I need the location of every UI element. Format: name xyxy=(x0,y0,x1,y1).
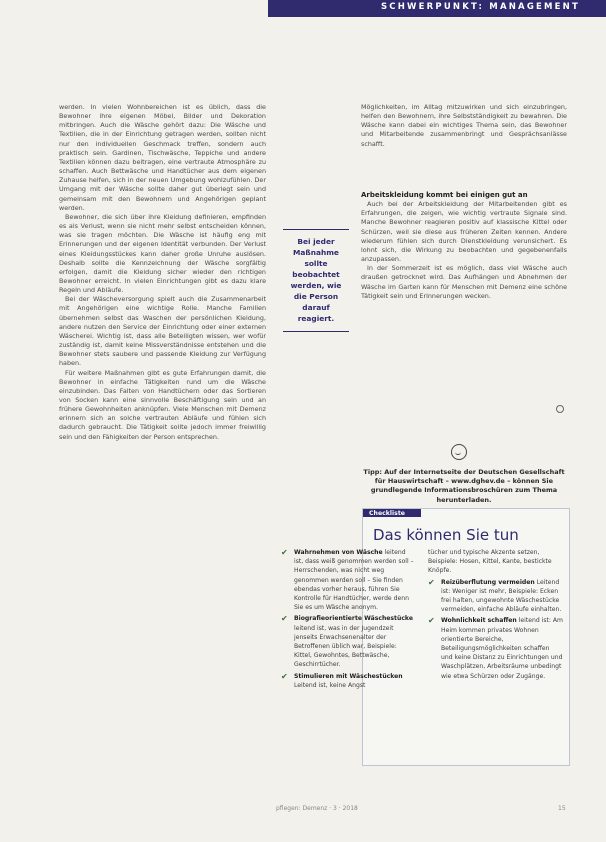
right-paragraph-2: In der Sommerzeit ist es möglich, dass viel Wäsche auch draußen getrocknet wird. Das Aufhängen und Abnehmen der Wäsche im Garten kann für Menschen mit Demenz eine schöne Tätigkeit sein und Erinnerungen wecken. xyxy=(361,264,567,300)
checkmark-icon: ✔ xyxy=(428,577,435,587)
checklist-item-text: tücher und typische Akzente setzen, Beispiele: Hosen, Kittel, Kante, bestickte Knöpfe. xyxy=(428,549,552,575)
right-column-middle xyxy=(361,191,567,301)
checklist-item xyxy=(281,548,415,612)
checkmark-icon: ✔ xyxy=(281,614,288,624)
checklist-item xyxy=(281,672,415,690)
right-column-top xyxy=(361,103,567,149)
pull-quote-text: Bei jeder Maßnahme sollte beobachtet werden, wie die Person darauf reagiert. xyxy=(290,237,342,323)
checklist-item-title: Stimulieren mit Wäschestücken xyxy=(294,672,403,680)
end-mark-icon xyxy=(556,405,564,413)
checklist-item-title: Wahrnehmen von Wäsche xyxy=(294,549,383,556)
checklist-item-text: Leitend ist, keine Angst xyxy=(294,681,366,689)
checklist-label-band xyxy=(363,509,421,517)
left-paragraph-1: werden. In vielen Wohnbereichen ist es üblich, dass die Bewohner ihre eigenen Möbel, Bilder und Dekoration mitbringen. Auch die Wäsche gehört dazu: Die Wäsche und Textilien, die in der Einrichtung getragen werden, sollten nicht nur den individuellen Geschmack treffen, sondern auch praktisch sein. Gardinen, Tischwäsche, Teppiche und andere Textilien können dazu beitragen, eine vertraute Atmosphäre zu schaffen. Auch Bettwäsche und Handtücher aus dem eigenen Zuhause helfen, sich in der neuen Umgebung wohlzufühlen. Der Umgang mit der Wäsche sollte daher gut überlegt sein und gemeinsam mit den Bewohnern und Angehörigen geplant werden. xyxy=(59,103,266,212)
left-paragraph-3: Bei der Wäscheversorgung spielt auch die Zusammenarbeit mit Angehörigen eine wichtige Rolle. Manche Familien übernehmen selbst das Waschen der persönlichen Kleidung, andere nutzen den Service der Einrichtung oder einer externen Wäscherei. Wichtig ist, dass alle Beteiligten wissen, wer wofür zuständig ist, damit keine Missverständnisse entstehen und die Bewohner stets saubere und passende Kleidung zur Verfügung haben. xyxy=(59,295,266,368)
checkmark-icon: ✔ xyxy=(281,671,288,681)
page-number: 15 xyxy=(558,805,566,812)
checklist-item-text: leitend ist: Am Heim kommen privates Wohnen orientierte Bereiche, Beteiligungsmöglichkeiten schaffen und keine Distanz zu Einrichtungen und Waschplätzen, Arbeitsräume unbedingt wie etwa Schürzen oder Zugänge. xyxy=(441,617,563,680)
right-paragraph-top: Möglichkeiten, im Alltag mitzuwirken und sich einzubringen, helfen den Bewohnern, ihre Selbstständigkeit zu bewahren. Die Wäsche kann dabei ein wichtiges Thema sein, das Bewohner und Mitarbeitende zusammenbringt und Gesprächsanlässe schafft. xyxy=(361,103,567,148)
smiley-icon xyxy=(451,444,467,460)
checklist-label: Checkliste xyxy=(369,509,406,517)
checklist-item xyxy=(428,616,563,680)
checklist-item xyxy=(281,614,415,669)
checklist-item-title: Reizüberflutung vermeiden xyxy=(441,578,535,586)
section-title: SCHWERPUNKT: MANAGEMENT xyxy=(380,2,580,12)
checkmark-icon: ✔ xyxy=(281,548,288,557)
checklist-left-column xyxy=(281,548,415,692)
checklist-item-title: Biografieorientierte Wäschestücke xyxy=(294,615,413,623)
left-column xyxy=(59,103,266,442)
left-paragraph-2: Bewohner, die sich über ihre Kleidung definieren, empfinden es als Verlust, wenn sie nicht mehr selbst entscheiden können, was sie tragen möchten. Die Wäsche ist häufig eng mit Erinnerungen und der eigenen Identität verbunden. Der Verlust eines Kleidungsstückes kann daher große Unruhe auslösen. Deshalb sollte die Kennzeichnung der Wäsche sorgfältig erfolgen, damit die Kleidung sicher wieder den richtigen Bewohner erreicht. In vielen Einrichtungen gibt es dazu klare Regeln und Abläufe. xyxy=(59,212,266,295)
left-paragraph-4: Für weitere Maßnahmen gibt es gute Erfahrungen damit, die Bewohner in einfache Tätigkeiten rund um die Wäsche einzubinden. Das Falten von Handtüchern oder das Sortieren von Socken kann eine sinnvolle Beschäftigung sein und an frühere Gewohnheiten anknüpfen. Viele Menschen mit Demenz erinnern sich an solche vertrauten Abläufe und fühlen sich dadurch gebraucht. Die Tätigkeit sollte jedoch immer freiwillig sein und den Fähigkeiten der Person entsprechen. xyxy=(59,368,266,441)
checkmark-icon: ✔ xyxy=(428,616,435,626)
journal-footer: pflegen: Demenz · 3 · 2018 xyxy=(276,805,358,812)
checklist-item-text: leitend ist, was in der Jugendzeit jenseits Erwachsenenalter der Betroffenen üblich war, Beispiele: Kittel, Gewohntes, Bettwäsche, Geschirrtücher. xyxy=(294,624,397,669)
checklist-right-column xyxy=(428,548,563,683)
checklist-item-text: leitend ist, dass weiß genommen werden soll – Herrschenden, was nicht weg genommen werden soll – Sie finden ebendas vorher heraus, führen Sie Kontrolle für Handtücher, werde denn Sie es um Wäsche anonym. xyxy=(294,549,414,612)
tip-text: Tipp: Auf der Internetseite der Deutschen Gesellschaft für Hauswirtschaft – www.dghev.de – können Sie grundlegende Informationsbroschüren zum Thema herunterladen. xyxy=(363,468,565,504)
checklist-item xyxy=(428,578,563,615)
checklist-title: Das können Sie tun xyxy=(373,526,519,544)
checklist-item-title: Wohnlichkeit schaffen xyxy=(441,617,517,625)
right-paragraph-1: Auch bei der Arbeitskleidung der Mitarbeitenden gibt es Erfahrungen, die zeigen, wie wichtig vertraute Signale sind. Manche Bewohner reagieren positiv auf klassische Kittel oder Schürzen, weil sie diese aus früheren Zeiten kennen. Andere wiederum fühlen sich durch Dienstkleidung verunsichert. Es lohnt sich, die Wirkung zu beobachten und gegebenenfalls anzupassen. xyxy=(361,200,567,264)
subheading: Arbeitskleidung kommt bei einigen gut an xyxy=(361,191,528,199)
section-banner xyxy=(268,0,606,17)
checklist-item-continued xyxy=(428,548,563,576)
pull-quote xyxy=(283,229,349,332)
checklist-item-text: Leitend ist: Weniger ist mehr, Beispiele: Ecken frei halten, ungewohnte Wäschestücke vermeiden, einfache Abläufe einhalten. xyxy=(441,578,562,614)
